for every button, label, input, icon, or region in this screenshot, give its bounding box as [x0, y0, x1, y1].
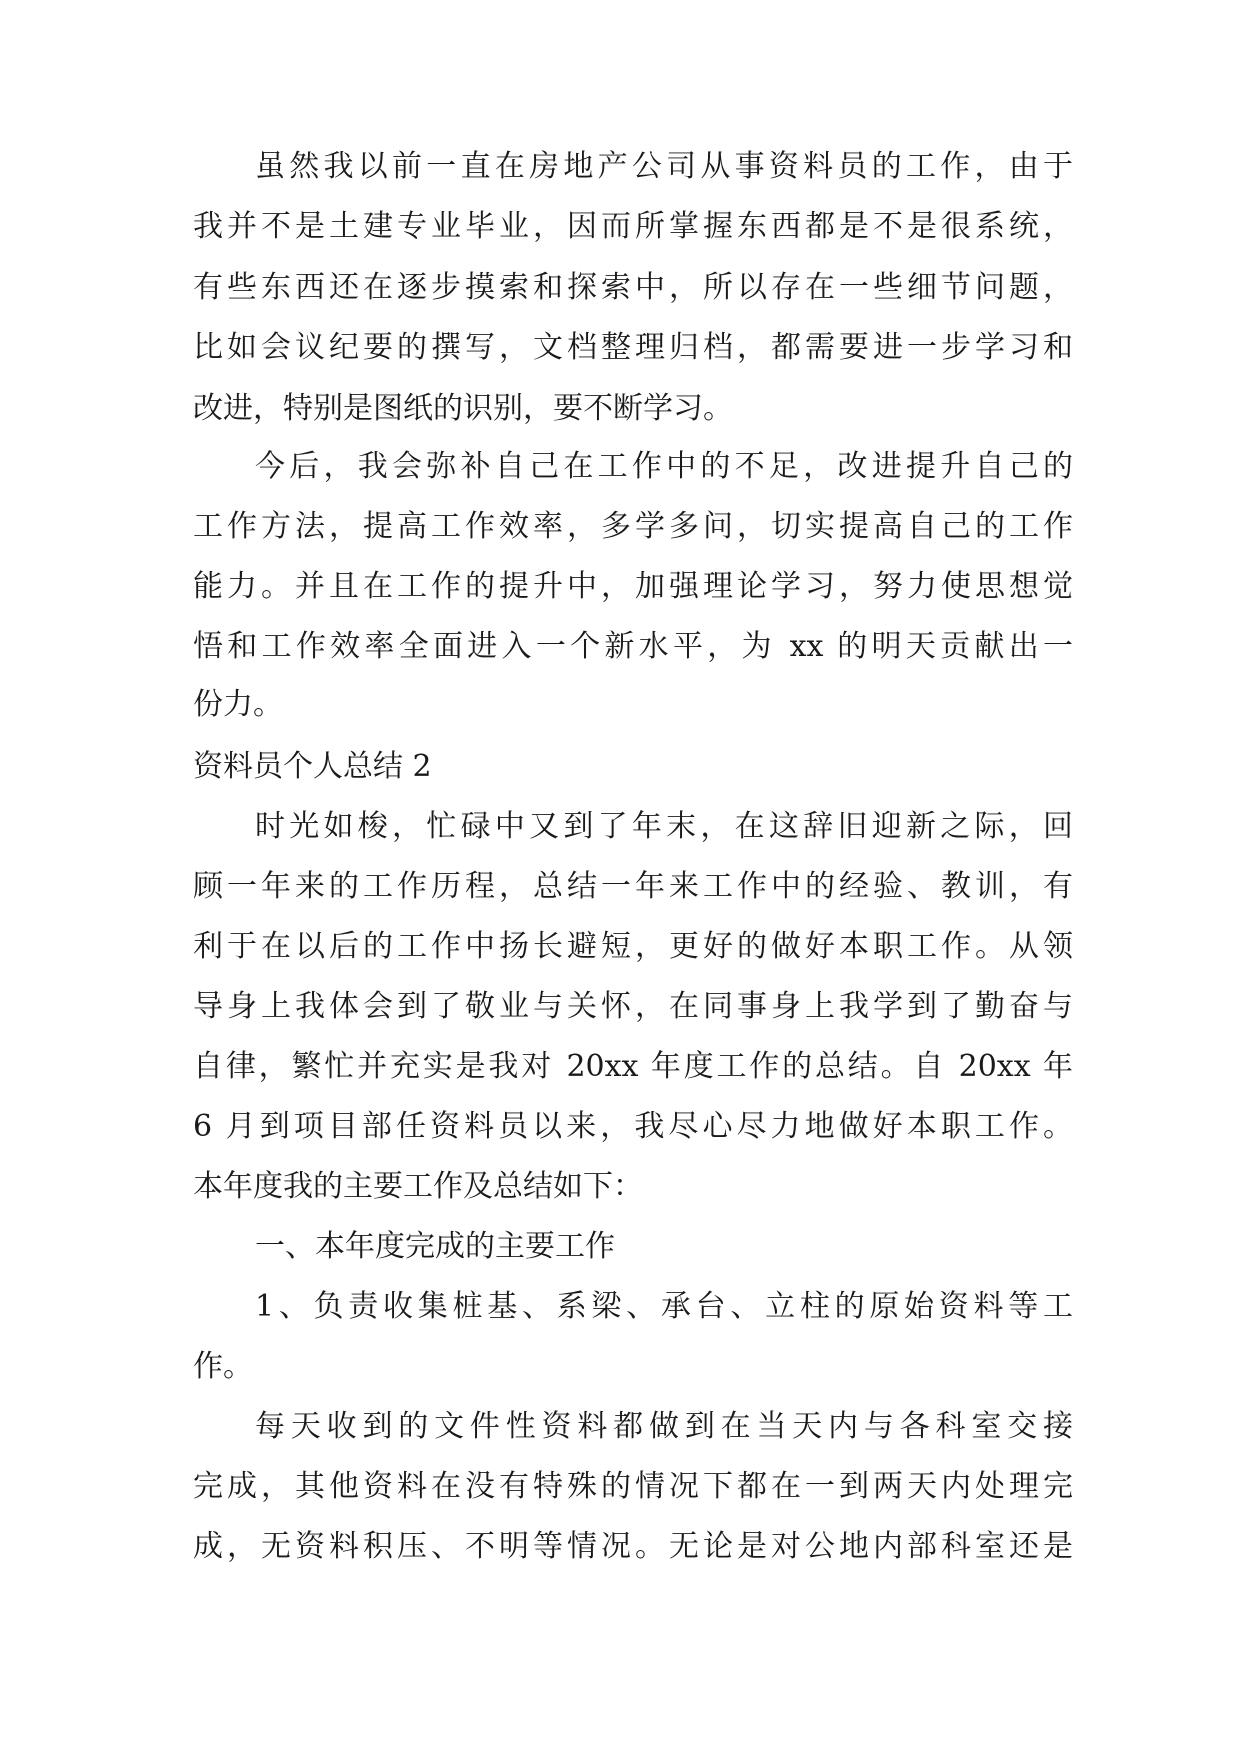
text-line: 完成，其他资料在没有特殊的情况下都在一到两天内处理完 — [193, 1469, 1073, 1504]
text-line: 导身上我体会到了敬业与关怀，在同事身上我学到了勤奋与 — [193, 989, 1073, 1024]
text-line: 利于在以后的工作中扬长避短，更好的做好本职工作。从领 — [193, 929, 1073, 964]
text-line: 6 月到项目部任资料员以来，我尽心尽力地做好本职工作。 — [193, 1109, 1073, 1144]
text-line: 比如会议纪要的撰写，文档整理归档，都需要进一步学习和 — [193, 330, 1073, 365]
text-line: 自律，繁忙并充实是我对 20xx 年度工作的总结。自 20xx 年 — [193, 1049, 1073, 1084]
text-line: 今后，我会弥补自己在工作中的不足，改进提升自己的 — [255, 449, 1073, 484]
text-line: 有些东西还在逐步摸索和探索中，所以存在一些细节问题， — [193, 270, 1073, 305]
text-line: 时光如梭，忙碌中又到了年末，在这辞旧迎新之际，回 — [255, 809, 1073, 844]
section-heading: 资料员个人总结 2 — [193, 749, 432, 784]
text-line: 份力。 — [193, 687, 283, 722]
text-line: 顾一年来的工作历程，总结一年来工作中的经验、教训，有 — [193, 869, 1073, 904]
text-line: 工作方法，提高工作效率，多学多问，切实提高自己的工作 — [193, 509, 1073, 544]
text-line: 悟和工作效率全面进入一个新水平，为 xx 的明天贡献出一 — [193, 629, 1073, 664]
text-line: 每天收到的文件性资料都做到在当天内与各科室交接 — [255, 1409, 1073, 1444]
text-line: 成，无资料积压、不明等情况。无论是对公地内部科室还是 — [193, 1529, 1073, 1564]
list-heading: 一、本年度完成的主要工作 — [255, 1229, 615, 1264]
text-line: 改进，特别是图纸的识别，要不断学习。 — [193, 391, 733, 426]
text-line: 作。 — [193, 1349, 253, 1384]
text-line: 我并不是土建专业毕业，因而所掌握东西都是不是很系统， — [193, 209, 1073, 244]
text-line: 1、负责收集桩基、系梁、承台、立柱的原始资料等工 — [255, 1289, 1073, 1324]
text-line: 本年度我的主要工作及总结如下： — [193, 1169, 643, 1204]
text-line: 虽然我以前一直在房地产公司从事资料员的工作，由于 — [255, 149, 1073, 184]
text-line: 能力。并且在工作的提升中，加强理论学习，努力使思想觉 — [193, 569, 1073, 604]
